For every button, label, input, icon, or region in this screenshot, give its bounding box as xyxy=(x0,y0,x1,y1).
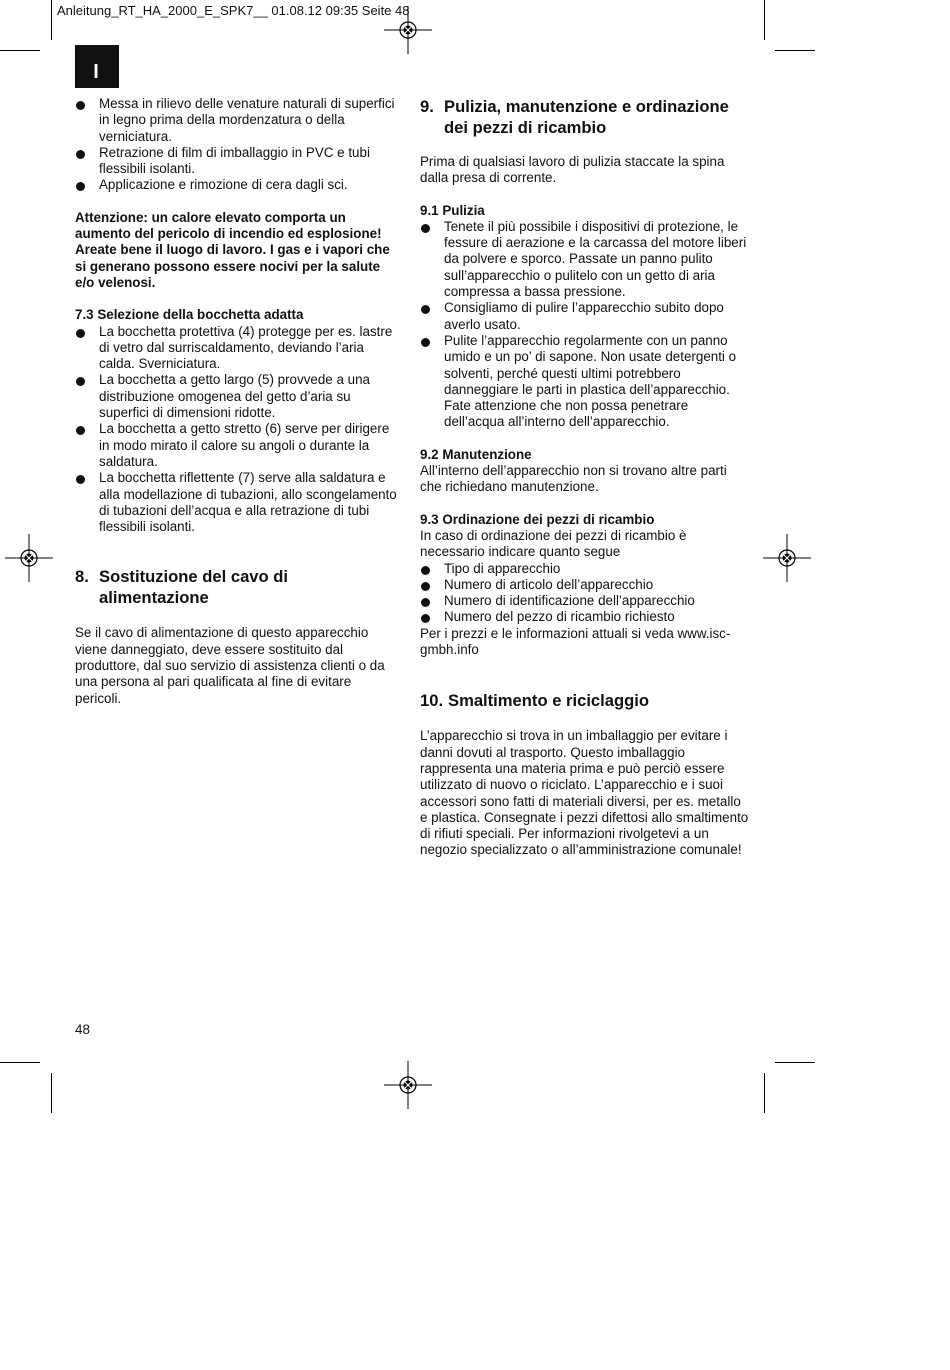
list-item: Numero di articolo dell’apparecchio xyxy=(420,577,750,593)
section-9-3-title: 9.3 Ordinazione dei pezzi di ricambio xyxy=(420,511,655,527)
section-9-2-text: All’interno dell’apparecchio non si trovano altre parti che richiedano manutenzione. xyxy=(420,463,727,495)
section-8-text: Se il cavo di alimentazione di questo apparecchio viene danneggiato, deve essere sostituito dal produttore, dal suo servizio di assistenza clienti o da una persona al pari qualificata al fine di evitare pericoli. xyxy=(75,625,385,706)
list-item: La bocchetta riflettente (7) serve alla saldatura e alla modellazione di tubazioni, allo scongelamento di tubazioni dell’acqua e alla retrazione di tubi flessibili isolanti. xyxy=(75,470,400,535)
list-item: Pulite l’apparecchio regolarmente con un panno umido e un po’ di sapone. Non usate detergenti o solventi, perché questi ultimi potrebbero danneggiare le parti in plastica dell’apparecchio. Fate attenzione che non possa penetrare dell’acqua all’interno dell’apparecchio. xyxy=(420,333,750,431)
registration-mark-icon xyxy=(384,1061,432,1109)
cleaning-bullet-list xyxy=(420,219,750,431)
section-9-title xyxy=(420,96,750,138)
language-code: I xyxy=(93,61,99,83)
section-7-3-title: 7.3 Selezione della bocchetta adatta xyxy=(75,307,304,323)
nozzle-bullet-list xyxy=(75,324,400,536)
section-number: 9. xyxy=(420,97,434,116)
list-item: Numero del pezzo di ricambio richiesto xyxy=(420,609,750,625)
section-title-text: Pulizia, manutenzione e ordinazione dei pezzi di ricambio xyxy=(444,97,729,137)
section-10-text: L’apparecchio si trova in un imballaggio per evitare i danni dovuti al trasporto. Questo imballaggio rappresenta una materia prima e può perciò essere utilizzato di nuovo o riciclato. L’apparecchio e i suoi accessori sono fatti di materiali diversi, per es. metallo e plastica. Consegnate i pezzi difettosi allo smaltimento di rifiuti speciali. Per informazioni rivolgetevi a un negozio specializzato o all’amministrazione comunale! xyxy=(420,728,749,858)
page-number: 48 xyxy=(75,1022,90,1037)
crop-mark xyxy=(764,0,765,40)
list-item: Consigliamo di pulire l’apparecchio subito dopo averlo usato. xyxy=(420,300,750,333)
list-item: La bocchetta a getto largo (5) provvede a una distribuzione omogenea del getto d’aria su superfici di dimensioni ridotte. xyxy=(75,372,400,421)
list-item: Tipo di apparecchio xyxy=(420,561,750,577)
list-item: La bocchetta a getto stretto (6) serve per dirigere in modo mirato il calore su angoli o durante la saldatura. xyxy=(75,421,400,470)
section-8-title xyxy=(75,566,400,608)
registration-mark-icon xyxy=(5,534,53,582)
section-9-2-title: 9.2 Manutenzione xyxy=(420,446,532,462)
warning-text: Attenzione: un calore elevato comporta un aumento del pericolo di incendio ed esplosione! Areate bene il luogo di lavoro. I gas e i vapori che si generano possono essere nocivi per la salute e/o velenosi. xyxy=(75,209,390,290)
crop-mark xyxy=(0,50,40,51)
section-title-text: Smaltimento e riciclaggio xyxy=(448,691,650,711)
crop-mark xyxy=(764,1073,765,1113)
crop-mark xyxy=(775,50,815,51)
section-9-3-intro: In caso di ordinazione dei pezzi di ricambio è necessario indicare quanto segue xyxy=(420,527,687,560)
registration-mark-icon xyxy=(384,6,432,54)
list-item: Tenete il più possibile i dispositivi di protezione, le fessure di aerazione e la carcassa del motore liberi da polvere e sporco. Passate un panno pulito sull’apparecchio o pulitelo con un getto di aria compressa a bassa pressione. xyxy=(420,219,750,300)
list-item: Retrazione di film di imballaggio in PVC e tubi flessibili isolanti. xyxy=(75,145,400,178)
language-tab xyxy=(75,45,119,88)
section-10-title xyxy=(420,690,750,711)
section-9-1-title: 9.1 Pulizia xyxy=(420,202,485,218)
list-item: La bocchetta protettiva (4) protegge per es. lastre di vetro dal surriscaldamento, deviando l’aria calda. Sverniciatura. xyxy=(75,324,400,373)
section-number: 10. xyxy=(420,691,444,711)
registration-mark-icon xyxy=(763,534,811,582)
list-item: Numero di identificazione dell’apparecchio xyxy=(420,593,750,609)
crop-mark xyxy=(0,1062,40,1063)
section-title-text: Sostituzione del cavo di alimentazione xyxy=(99,567,289,608)
crop-mark xyxy=(775,1062,815,1063)
right-column xyxy=(420,96,750,859)
list-item: Messa in rilievo delle venature naturali di superfici in legno prima della mordenzatura o della verniciatura. xyxy=(75,96,400,145)
section-9-3-outro: Per i prezzi e le informazioni attuali si veda www.isc-gmbh.info xyxy=(420,625,731,658)
print-file-info: Anleitung_RT_HA_2000_E_SPK7__ 01.08.12 09:35 Seite 48 xyxy=(57,3,410,18)
intro-bullet-list xyxy=(75,96,400,194)
crop-mark xyxy=(51,0,52,40)
list-item: Applicazione e rimozione di cera dagli sci. xyxy=(75,177,400,193)
section-number: 8. xyxy=(75,567,89,587)
section-9-intro: Prima di qualsiasi lavoro di pulizia staccate la spina dalla presa di corrente. xyxy=(420,154,725,186)
crop-mark xyxy=(51,1073,52,1113)
spare-parts-bullet-list xyxy=(420,561,750,626)
left-column xyxy=(75,96,400,707)
